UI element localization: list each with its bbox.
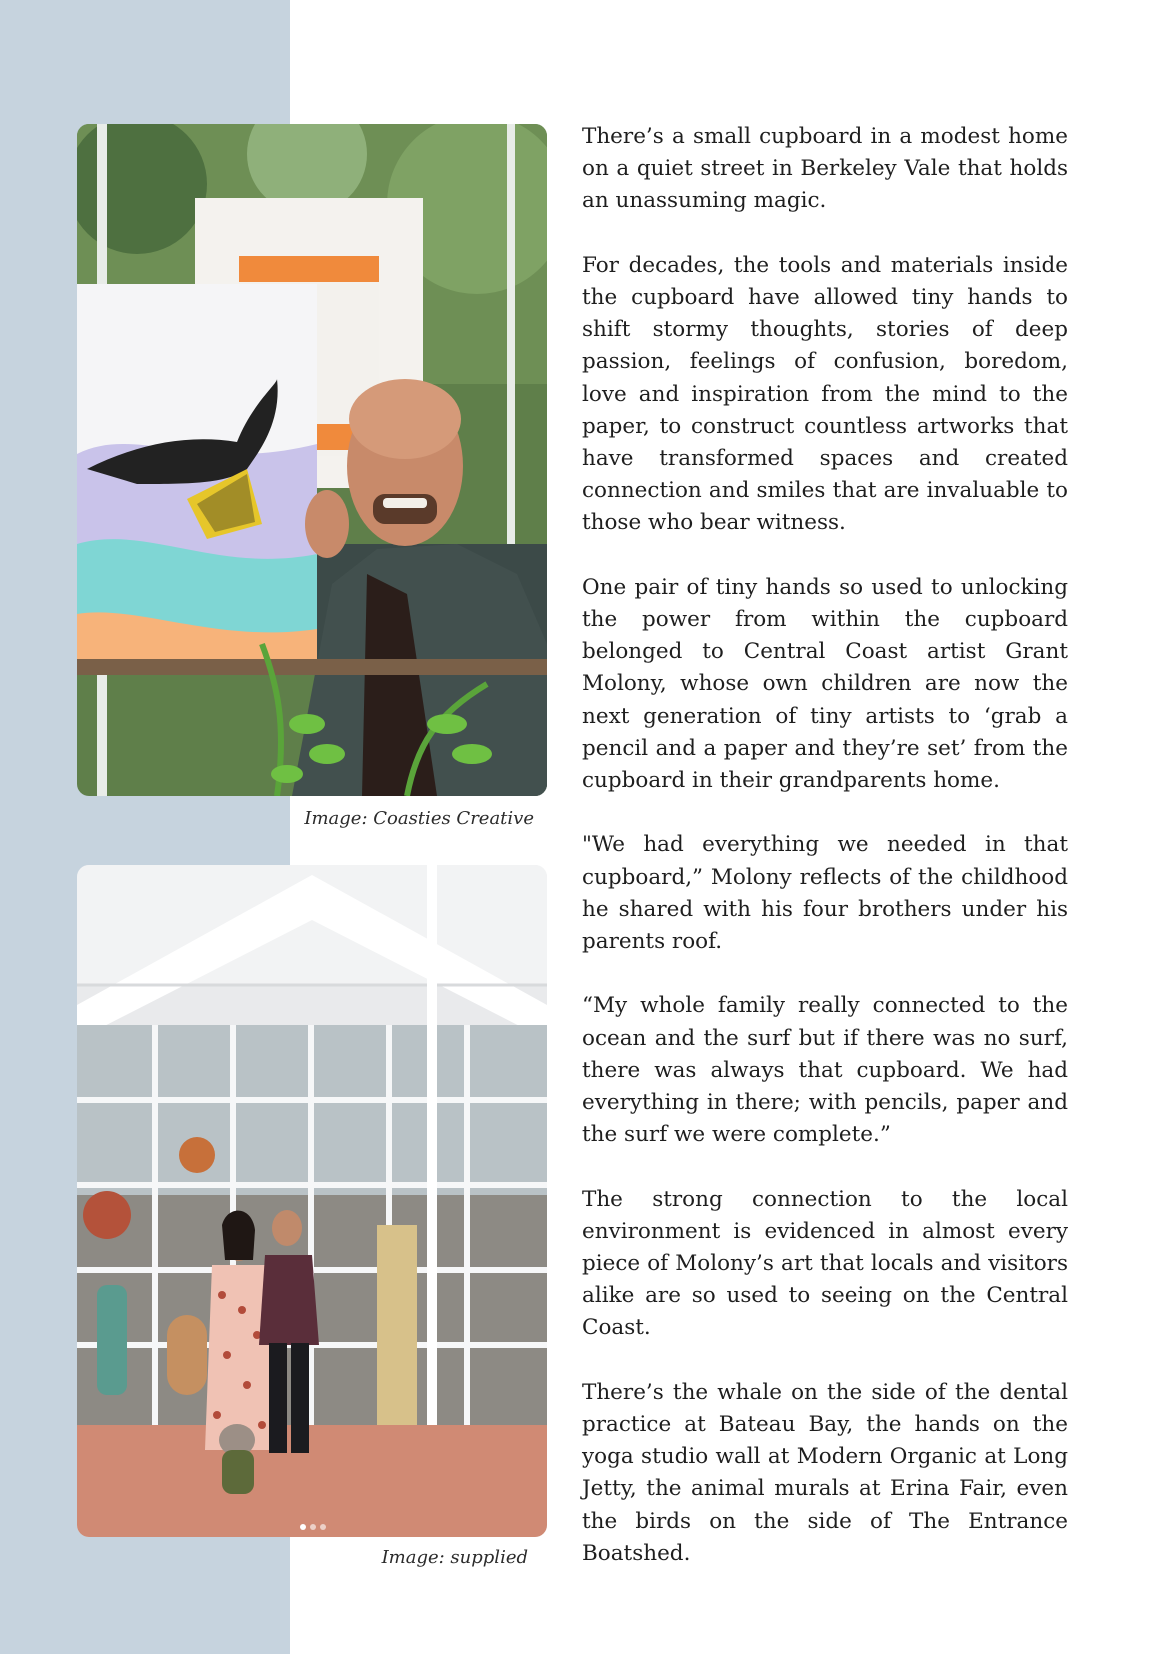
photo-couple-outside-studio [77,865,547,1537]
article-paragraph: The strong connection to the local environment is evidenced in almost every piece of Molony’s art that locals and visitors alike are so used to seeing on the Central Coast. [582,1186,1068,1341]
article-body [582,121,1068,1570]
article-paragraph: "We had everything we needed in that cupboard,” Molony reflects of the childhood he shared with his four brothers under his parents roof. [582,832,1068,955]
article-paragraph: There’s the whale on the side of the dental practice at Bateau Bay, the hands on the yoga studio wall at Modern Organic at Long Jetty, the animal murals at Erina Fair, even the birds on the side of The Entrance Boatshed. [582,1379,1068,1566]
image-caption: Image: supplied [381,1547,528,1568]
image-caption: Image: Coasties Creative [304,808,534,829]
article-paragraph: For decades, the tools and materials inside the cupboard have allowed tiny hands to shift stormy thoughts, stories of deep passion, feelings of confusion, boredom, love and inspiration from the mind to the paper, to construct countless artworks that have transformed spaces and created connection and smiles that are invaluable to those who bear witness. [582,252,1068,536]
article-paragraph: There’s a small cupboard in a modest home on a quiet street in Berkeley Vale that holds an unassuming magic. [582,124,1068,214]
photo-artist-with-cockatoo-artwork [77,124,547,796]
article-paragraph: “My whole family really connected to the ocean and the surf but if there was no surf, there was always that cupboard. We had everything in there; with pencils, paper and the surf we were complete.” [582,993,1068,1148]
article-paragraph: One pair of tiny hands so used to unlocking the power from within the cupboard belonged to Central Coast artist Grant Molony, whose own children are now the next generation of tiny artists to ‘grab a pencil and a paper and they’re set’ from the cupboard in their grandparents home. [582,574,1068,794]
